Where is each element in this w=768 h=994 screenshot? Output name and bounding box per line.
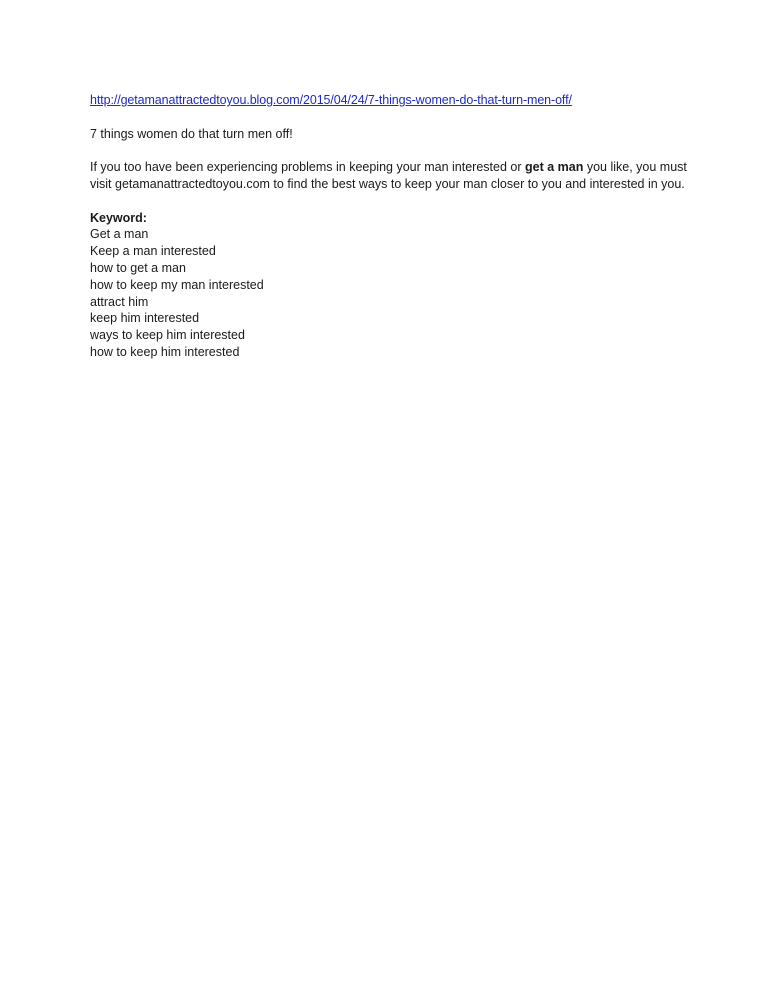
paragraph-text-end: you like, you must visit getamanattractedtoyou.com to find the best ways to keep your man closer to you and interested in you.	[90, 160, 687, 191]
keyword-item: Keep a man interested	[90, 244, 216, 259]
keyword-item: attract him	[90, 294, 149, 309]
keyword-item: how to get a man	[90, 260, 186, 275]
keyword-item: how to keep my man interested	[90, 277, 264, 292]
document-body	[90, 92, 690, 361]
blank-line	[90, 193, 690, 210]
article-link[interactable]: http://getamanattractedtoyou.blog.com/2015/04/24/7-things-women-do-that-turn-men-off/	[90, 93, 572, 107]
paragraph-bold-keyword: get a man	[525, 160, 584, 175]
article-title: 7 things women do that turn men off!	[90, 126, 293, 141]
keyword-item: Get a man	[90, 227, 149, 242]
paragraph-text-start: If you too have been experiencing problems in keeping your man interested or	[90, 160, 525, 175]
blank-line	[90, 142, 690, 159]
intro-paragraph	[90, 159, 690, 193]
url-line	[90, 92, 690, 109]
keyword-item: how to keep him interested	[90, 344, 240, 359]
blank-line	[90, 109, 690, 126]
keyword-heading: Keyword:	[90, 210, 147, 225]
keyword-list	[90, 226, 690, 360]
keyword-item: keep him interested	[90, 311, 200, 326]
keyword-item: ways to keep him interested	[90, 328, 245, 343]
